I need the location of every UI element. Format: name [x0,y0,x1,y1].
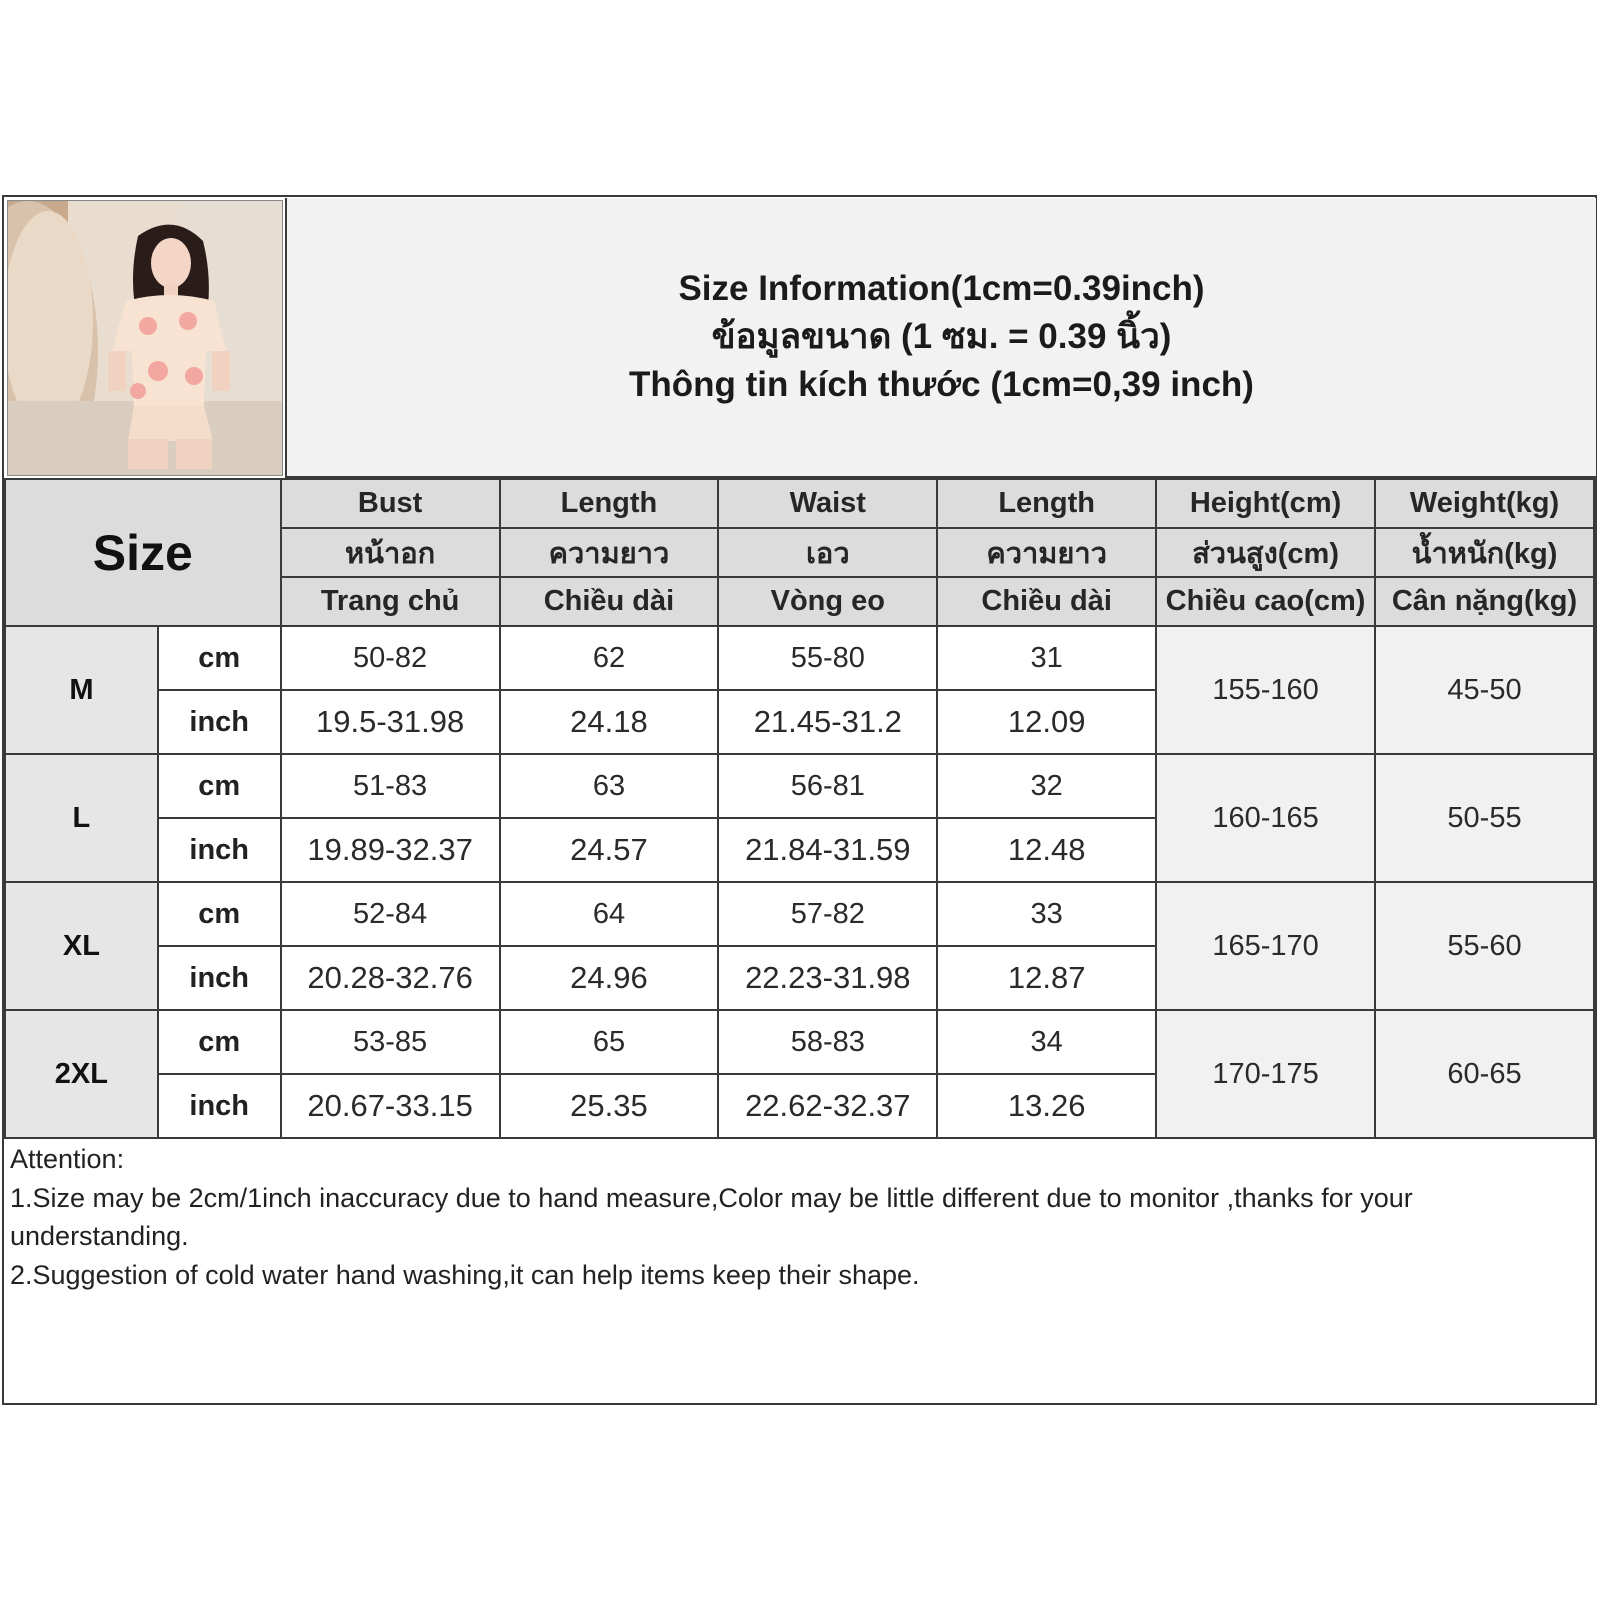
title-thai: ข้อมูลขนาด (1 ซม. = 0.39 นิ้ว) [711,317,1172,356]
header-length-vi: Chiều dài [500,577,719,626]
size-chart-sheet [2,195,1597,1405]
length-cm: 63 [500,754,719,818]
header-length-th: ความยาว [500,528,719,577]
table-row-m-cm [5,626,1594,690]
height-range: 160-165 [1156,754,1375,882]
waist-inch: 22.23-31.98 [718,946,937,1010]
waist-cm: 57-82 [718,882,937,946]
model-in-pajamas-image [8,201,283,476]
header-weight-vi: Cân nặng(kg) [1375,577,1594,626]
title-english: Size Information(1cm=0.39inch) [678,269,1205,308]
title-block [285,198,1596,478]
pants-length-inch: 12.48 [937,818,1156,882]
waist-cm: 55-80 [718,626,937,690]
bust-inch: 20.67-33.15 [281,1074,500,1138]
length-cm: 64 [500,882,719,946]
unit-label: inch [158,818,281,882]
length-inch: 24.18 [500,690,719,754]
notes-line-2: 2.Suggestion of cold water hand washing,it can help items keep their shape. [10,1259,920,1290]
header-length-en: Length [500,479,719,528]
size-column-header: Size [5,479,281,626]
size-label-m: M [5,626,158,754]
bust-inch: 20.28-32.76 [281,946,500,1010]
unit-label: cm [158,626,281,690]
header-weight-th: น้ำหนัก(kg) [1375,528,1594,577]
bust-cm: 53-85 [281,1010,500,1074]
weight-range: 45-50 [1375,626,1594,754]
weight-range: 50-55 [1375,754,1594,882]
bust-cm: 50-82 [281,626,500,690]
attention-notes [10,1140,1590,1294]
bust-inch: 19.89-32.37 [281,818,500,882]
pants-length-inch: 13.26 [937,1074,1156,1138]
header-height-vi: Chiều cao(cm) [1156,577,1375,626]
pants-length-cm: 33 [937,882,1156,946]
waist-inch: 22.62-32.37 [718,1074,937,1138]
table-row-xl-cm [5,882,1594,946]
notes-line-1: 1.Size may be 2cm/1inch inaccuracy due to hand measure,Color may be little different due to monitor ,thanks for your understanding. [10,1182,1413,1251]
size-label-2xl: 2XL [5,1010,158,1138]
header-waist-en: Waist [718,479,937,528]
header-height-en: Height(cm) [1156,479,1375,528]
waist-cm: 58-83 [718,1010,937,1074]
pants-length-inch: 12.09 [937,690,1156,754]
bust-inch: 19.5-31.98 [281,690,500,754]
unit-label: cm [158,882,281,946]
bust-cm: 52-84 [281,882,500,946]
product-photo [7,200,283,476]
length-inch: 24.96 [500,946,719,1010]
table-row-l-cm [5,754,1594,818]
pants-length-cm: 34 [937,1010,1156,1074]
unit-label: cm [158,1010,281,1074]
header-bust-th: หน้าอก [281,528,500,577]
waist-cm: 56-81 [718,754,937,818]
bust-cm: 51-83 [281,754,500,818]
length-inch: 24.57 [500,818,719,882]
unit-label: inch [158,690,281,754]
length-cm: 62 [500,626,719,690]
size-label-l: L [5,754,158,882]
height-range: 170-175 [1156,1010,1375,1138]
header-row-english [5,479,1594,528]
height-range: 155-160 [1156,626,1375,754]
table-row-2xl-cm [5,1010,1594,1074]
header-pants-length-vi: Chiều dài [937,577,1156,626]
header-bust-vi: Trang chủ [281,577,500,626]
waist-inch: 21.84-31.59 [718,818,937,882]
pants-length-cm: 32 [937,754,1156,818]
title-vietnamese: Thông tin kích thước (1cm=0,39 inch) [629,365,1254,404]
weight-range: 60-65 [1375,1010,1594,1138]
unit-label: inch [158,946,281,1010]
header-weight-en: Weight(kg) [1375,479,1594,528]
length-inch: 25.35 [500,1074,719,1138]
header-bust-en: Bust [281,479,500,528]
height-range: 165-170 [1156,882,1375,1010]
size-table [4,478,1595,1139]
pants-length-inch: 12.87 [937,946,1156,1010]
size-label-xl: XL [5,882,158,1010]
length-cm: 65 [500,1010,719,1074]
header-waist-vi: Vòng eo [718,577,937,626]
header-height-th: ส่วนสูง(cm) [1156,528,1375,577]
header-pants-length-th: ความยาว [937,528,1156,577]
weight-range: 55-60 [1375,882,1594,1010]
unit-label: inch [158,1074,281,1138]
unit-label: cm [158,754,281,818]
notes-heading: Attention: [10,1144,125,1174]
header-waist-th: เอว [718,528,937,577]
header-pants-length-en: Length [937,479,1156,528]
pants-length-cm: 31 [937,626,1156,690]
waist-inch: 21.45-31.2 [718,690,937,754]
